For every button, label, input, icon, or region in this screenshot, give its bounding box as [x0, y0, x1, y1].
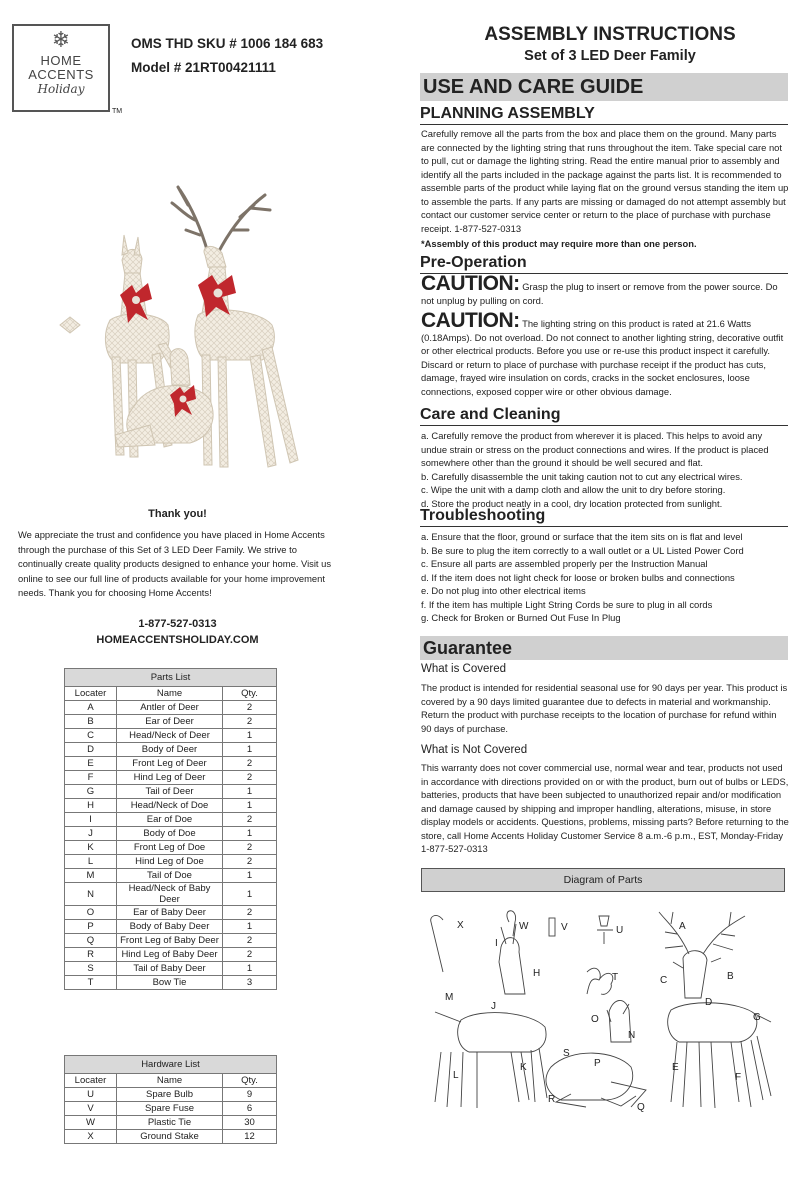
table-row: [65, 906, 277, 920]
column-header-qty: Qty.: [223, 687, 277, 701]
care-heading: Care and Cleaning: [420, 405, 788, 426]
cell-name: Plastic Tie: [117, 1116, 223, 1130]
list-item: e. Do not plug into other electrical items: [421, 585, 586, 596]
cell-qty: 2: [223, 757, 277, 771]
table-row: [65, 771, 277, 785]
cell-qty: 1: [223, 785, 277, 799]
table-row: [65, 855, 277, 869]
document-subtitle: Set of 3 LED Deer Family: [524, 48, 696, 64]
cell-qty: 2: [223, 841, 277, 855]
diagram-label: V: [561, 922, 568, 933]
guarantee-banner: Guarantee: [420, 636, 788, 660]
table-row: [65, 934, 277, 948]
table-row: [65, 799, 277, 813]
troubleshooting-heading: Troubleshooting: [420, 506, 788, 527]
diagram-label: K: [520, 1062, 527, 1073]
diagram-title: Diagram of Parts: [421, 868, 785, 892]
column-header-qty: Qty.: [223, 1074, 277, 1088]
covered-body: The product is intended for residential seasonal use for 90 days per year. This product is covered by a 90 days limited guarantee due to defects in material and workmanship. Return the product with purchase receipts to the location of purchase for refund within 90 days of purchase.: [421, 682, 788, 734]
diagram-label: J: [491, 1001, 496, 1012]
parts-list-title: Parts List: [65, 669, 277, 687]
pre-operation-heading: Pre-Operation: [420, 253, 788, 274]
planning-heading: PLANNING ASSEMBLY: [420, 104, 788, 125]
diagram-label: I: [495, 938, 498, 949]
sku-number: OMS THD SKU # 1006 184 683: [131, 36, 324, 51]
cell-locater: F: [65, 771, 117, 785]
column-header-locater: Locater: [65, 687, 117, 701]
diagram-label: P: [594, 1058, 601, 1069]
caution-label: CAUTION:: [421, 309, 520, 332]
caution-block-2: [421, 309, 789, 398]
column-header-locater: Locater: [65, 1074, 117, 1088]
cell-name: Front Leg of Baby Deer: [117, 934, 223, 948]
cell-name: Tail of Deer: [117, 785, 223, 799]
cell-locater: M: [65, 869, 117, 883]
cell-locater: U: [65, 1088, 117, 1102]
cell-name: Head/Neck of Deer: [117, 729, 223, 743]
cell-locater: K: [65, 841, 117, 855]
cell-qty: 9: [223, 1088, 277, 1102]
diagram-label: X: [457, 920, 464, 931]
cell-qty: 2: [223, 855, 277, 869]
list-item: c. Wipe the unit with a damp cloth and allow the unit to dry before storing.: [421, 484, 726, 495]
diagram-label: A: [679, 921, 686, 932]
list-item: c. Ensure all parts are assembled properly per the Instruction Manual: [421, 558, 708, 569]
cell-qty: 12: [223, 1130, 277, 1144]
cell-name: Tail of Doe: [117, 869, 223, 883]
logo-line-3: Holiday: [37, 82, 85, 96]
cell-qty: 1: [223, 869, 277, 883]
cell-name: Tail of Baby Deer: [117, 962, 223, 976]
cell-locater: E: [65, 757, 117, 771]
table-row: [65, 883, 277, 906]
cell-name: Front Leg of Doe: [117, 841, 223, 855]
diagram-label: O: [591, 1014, 599, 1025]
diagram-label: M: [445, 992, 454, 1003]
covered-heading: What is Covered: [421, 663, 507, 675]
caution-label: CAUTION:: [421, 272, 520, 295]
cell-locater: S: [65, 962, 117, 976]
troubleshooting-list: [421, 530, 789, 625]
table-row: [65, 841, 277, 855]
cell-name: Head/Neck of Baby Deer: [117, 883, 223, 906]
diagram-label: N: [628, 1030, 636, 1041]
diagram-label: E: [672, 1062, 679, 1073]
caution-text-2: The lighting string on this product is rated at 21.6 Watts (0.18Amps). Do not overload. Do not connect to another lighting string, decorative outfit or other electrical products. Before you use or re-use this product inspect it carefully. Discard or return to place of purchase with purchase receipt if the product has cuts, damage, frayed wire insulation on cords, cracks in the socket enclosures, loose connections, exposed copper wire or other obvious damage.: [421, 318, 784, 397]
table-row: [65, 757, 277, 771]
thanks-message: We appreciate the trust and confidence you have placed in Home Accents through the purchase of this Set of 3 LED Deer Family. We strive to continually create quality products designed to enhance your home. Visit us online to see our full line of products available for your home improvement needs. Thank you for choosing Home Accents!: [18, 529, 332, 598]
caution-block-1: [421, 272, 789, 307]
list-item: a. Ensure that the floor, ground or surface that the item sits on is flat and level: [421, 531, 743, 542]
column-header-name: Name: [117, 687, 223, 701]
cell-name: Hind Leg of Baby Deer: [117, 948, 223, 962]
cell-name: Ear of Deer: [117, 715, 223, 729]
table-row: [65, 743, 277, 757]
cell-qty: 1: [223, 962, 277, 976]
use-care-banner: USE AND CARE GUIDE: [420, 73, 788, 101]
customer-phone: 1-877-527-0313: [138, 618, 217, 630]
diagram-label: L: [453, 1070, 459, 1081]
diagram-label: R: [548, 1094, 556, 1105]
cell-name: Ear of Baby Deer: [117, 906, 223, 920]
assembly-note: *Assembly of this product may require more than one person.: [421, 238, 697, 249]
table-row: [65, 785, 277, 799]
cell-name: Body of Baby Deer: [117, 920, 223, 934]
cell-locater: N: [65, 883, 117, 906]
list-item: d. Store the product neatly in a cool, dry location protected from sunlight.: [421, 497, 723, 509]
cell-qty: 3: [223, 976, 277, 990]
cell-name: Spare Bulb: [117, 1088, 223, 1102]
diagram-label: T: [612, 972, 619, 983]
not-covered-heading: What is Not Covered: [421, 744, 528, 756]
cell-qty: 1: [223, 799, 277, 813]
list-item: b. Be sure to plug the item correctly to a wall outlet or a UL Listed Power Cord: [421, 544, 744, 556]
table-row: [65, 729, 277, 743]
list-item: d. If the item does not light check for loose or broken bulbs and connections: [421, 571, 735, 583]
care-list: [421, 429, 789, 510]
cell-qty: 1: [223, 743, 277, 757]
diagram-label: Q: [637, 1102, 645, 1113]
cell-name: Bow Tie: [117, 976, 223, 990]
cell-name: Body of Doe: [117, 827, 223, 841]
product-photo: [40, 175, 315, 470]
hardware-list-table: [64, 1055, 277, 1144]
cell-locater: V: [65, 1102, 117, 1116]
trademark-mark: TM: [112, 108, 123, 115]
cell-qty: 2: [223, 948, 277, 962]
cell-qty: 6: [223, 1102, 277, 1116]
diagram-label: G: [753, 1012, 761, 1023]
cell-name: Ground Stake: [117, 1130, 223, 1144]
table-row: [65, 1130, 277, 1144]
cell-qty: 1: [223, 729, 277, 743]
cell-qty: 2: [223, 701, 277, 715]
cell-locater: O: [65, 906, 117, 920]
table-row: [65, 827, 277, 841]
cell-name: Antler of Deer: [117, 701, 223, 715]
parts-diagram: [421, 902, 785, 1127]
cell-qty: 2: [223, 934, 277, 948]
cell-locater: L: [65, 855, 117, 869]
cell-qty: 30: [223, 1116, 277, 1130]
table-row: [65, 715, 277, 729]
cell-locater: T: [65, 976, 117, 990]
table-row: [65, 1102, 277, 1116]
cell-name: Ear of Doe: [117, 813, 223, 827]
snowflake-icon: ❄: [51, 28, 71, 53]
website-link[interactable]: HOMEACCENTSHOLIDAY.COM: [96, 634, 259, 646]
cell-qty: 2: [223, 906, 277, 920]
cell-qty: 2: [223, 715, 277, 729]
cell-name: Head/Neck of Doe: [117, 799, 223, 813]
thanks-title: Thank you!: [148, 508, 207, 520]
diagram-lineart: [431, 911, 771, 1108]
cell-qty: 1: [223, 827, 277, 841]
diagram-label: S: [563, 1048, 570, 1059]
list-item: f. If the item has multiple Light String Cords be sure to plug in all cords: [421, 598, 713, 610]
list-item: a. Carefully remove the product from wherever it is placed. This helps to avoid any undue strain or stress on the product connections and wires. If the product is placed somewhere other than the ground it should be well secured and flat.: [421, 430, 769, 468]
cell-qty: 1: [223, 920, 277, 934]
table-row: [65, 976, 277, 990]
table-row: [65, 869, 277, 883]
cell-name: Hind Leg of Deer: [117, 771, 223, 785]
cell-qty: 2: [223, 771, 277, 785]
cell-qty: 2: [223, 813, 277, 827]
cell-locater: J: [65, 827, 117, 841]
logo-line-2: ACCENTS: [28, 67, 94, 82]
table-row: [65, 1088, 277, 1102]
brand-logo: [12, 24, 110, 112]
cell-locater: I: [65, 813, 117, 827]
document-title: ASSEMBLY INSTRUCTIONS: [484, 24, 736, 45]
list-item: g. Check for Broken or Burned Out Fuse In Plug: [421, 612, 621, 623]
cell-name: Hind Leg of Doe: [117, 855, 223, 869]
cell-locater: R: [65, 948, 117, 962]
diagram-label: W: [519, 921, 529, 932]
table-row: [65, 1116, 277, 1130]
cell-name: Body of Deer: [117, 743, 223, 757]
cell-locater: A: [65, 701, 117, 715]
not-covered-body: This warranty does not cover commercial use, normal wear and tear, products not used in accordance with directions provided on or with the product, burn out of bulbs or LEDS, batteries, products that have been subjected to unauthorized repair and/or modification and damage caused by shipping and improper handling, alterations, misuse, in store display models or accidents. Questions, problems, missing parts? Before returning to the store, call Home Accents Holiday Customer Service 8 a.m.-6 p.m., EST, Monday-Friday 1-877-527-0313: [421, 762, 789, 854]
cell-locater: Q: [65, 934, 117, 948]
table-row: [65, 701, 277, 715]
cell-locater: X: [65, 1130, 117, 1144]
antler-shape: [172, 187, 270, 253]
planning-body: Carefully remove all the parts from the box and place them on the ground. Many parts are connected by the lighting string that runs throughout the item. Take special care not to pull, cut or damage the lighting string. Read the entire manual prior to assembly and identify all the parts included in the package against the parts list. It is recommended to assemble parts of the product while laying flat on the ground versus standing the item up to assemble the parts. If any parts are missing or damaged do not attempt assembly but contact our customer service center or return to the place of purchase with purchase receipt. 1-877-527-0313: [421, 128, 789, 234]
logo-line-1: HOME: [40, 53, 82, 68]
table-row: [65, 813, 277, 827]
column-header-name: Name: [117, 1074, 223, 1088]
cell-name: Spare Fuse: [117, 1102, 223, 1116]
cell-qty: 1: [223, 883, 277, 906]
parts-list-table: [64, 668, 277, 990]
cell-locater: H: [65, 799, 117, 813]
list-item: b. Carefully disassemble the unit taking caution not to cut any electrical wires.: [421, 470, 743, 482]
diagram-label: C: [660, 975, 668, 986]
cell-locater: P: [65, 920, 117, 934]
diagram-label: H: [533, 968, 541, 979]
table-row: [65, 962, 277, 976]
table-row: [65, 920, 277, 934]
diagram-label: U: [616, 925, 624, 936]
diagram-label: D: [705, 997, 713, 1008]
cell-locater: B: [65, 715, 117, 729]
cell-locater: D: [65, 743, 117, 757]
diagram-label: B: [727, 971, 734, 982]
hardware-list-title: Hardware List: [65, 1056, 277, 1074]
model-number: Model # 21RT00421111: [131, 60, 276, 75]
cell-locater: G: [65, 785, 117, 799]
cell-name: Front Leg of Deer: [117, 757, 223, 771]
cell-locater: C: [65, 729, 117, 743]
cell-locater: W: [65, 1116, 117, 1130]
caution-text-1: Grasp the plug to insert or remove from the power source. Do not unplug by pulling on cord.: [421, 281, 778, 306]
diagram-label: F: [735, 1072, 742, 1083]
table-row: [65, 948, 277, 962]
